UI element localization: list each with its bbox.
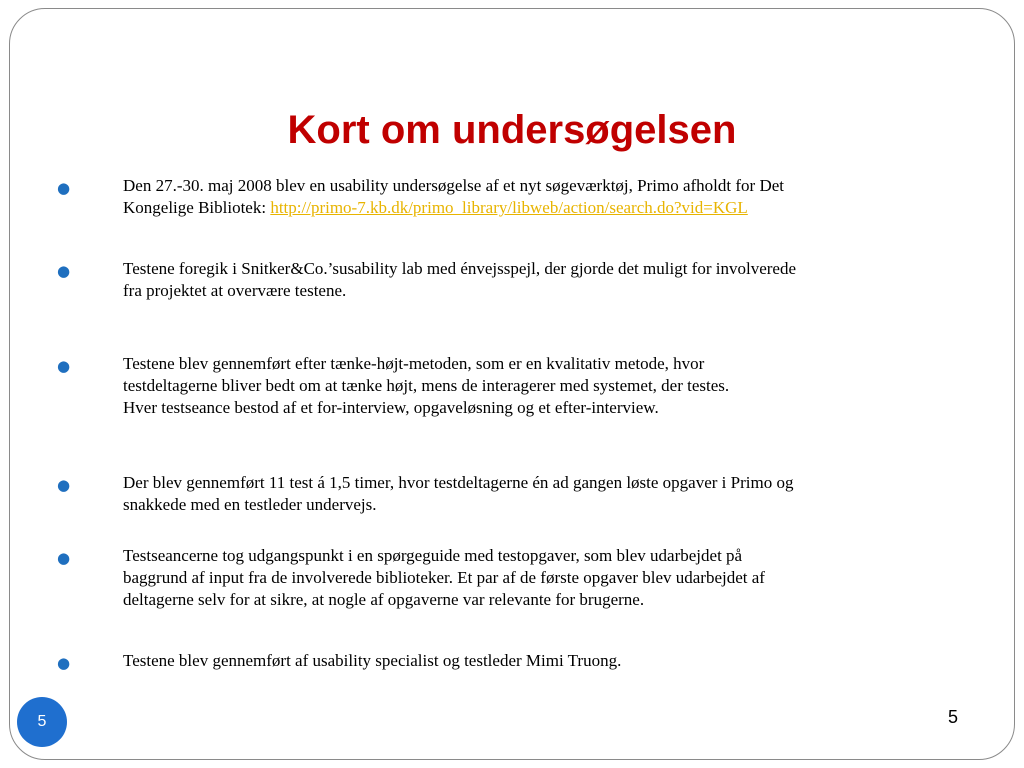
slide-number-badge: 5: [17, 697, 67, 747]
bullet-dot-icon: ●: [57, 262, 71, 280]
bullet-dot-icon: ●: [57, 357, 71, 375]
bullet-line: Der blev gennemført 11 test á 1,5 timer, hvor testdeltagerne én ad gangen løste opgaver i Primo og: [123, 473, 794, 492]
bullet-item-3: [57, 353, 943, 419]
bullet-line: deltagerne selv for at sikre, at nogle af opgaverne var relevante for brugerne.: [123, 590, 645, 609]
primo-link[interactable]: http://primo-7.kb.dk/primo_library/libweb/action/search.do?vid=KGL: [270, 198, 748, 217]
bullet-item-4: [57, 472, 943, 516]
bullet-item-2: [57, 258, 943, 302]
bullet-line: Testseancerne tog udgangspunkt i en spørgeguide med testopgaver, som blev udarbejdet på: [123, 546, 743, 565]
bullet-dot-icon: ●: [57, 549, 71, 567]
slide-title: Kort om undersøgelsen: [287, 108, 737, 152]
bullet-line: baggrund af input fra de involverede biblioteker. Et par af de første opgaver blev udarbejdet af: [123, 568, 765, 587]
bullet-line: Testene blev gennemført efter tænke-højt-metoden, som er en kvalitativ metode, hvor: [123, 354, 705, 373]
bullet-dot-icon: ●: [57, 476, 71, 494]
bullet-line: Testene blev gennemført af usability specialist og testleder Mimi Truong.: [123, 651, 622, 670]
bullet-line: [123, 197, 943, 219]
bullet-line: fra projektet at overvære testene.: [123, 281, 347, 300]
bullet-line: testdeltagerne bliver bedt om at tænke højt, mens de interagerer med systemet, der testes.: [123, 376, 730, 395]
bullet-dot-icon: ●: [57, 654, 71, 672]
bullet-text: Kongelige Bibliotek:: [123, 198, 271, 217]
slide-number: 5: [948, 707, 959, 727]
bullet-line: snakkede med en testleder undervejs.: [123, 495, 377, 514]
bullet-line: Hver testseance bestod af et for-interview, opgaveløsning og et efter-interview.: [123, 398, 659, 417]
bullet-line: Den 27.-30. maj 2008 blev en usability undersøgelse af et nyt søgeværktøj, Primo afholdt for Det: [123, 176, 784, 195]
bullet-dot-icon: ●: [57, 179, 71, 197]
bullet-item-5: [57, 545, 943, 611]
bullet-line: Testene foregik i Snitker&Co.’susability lab med énvejsspejl, der gjorde det muligt for involverede: [123, 259, 796, 278]
bullet-item-6: [57, 650, 943, 672]
bullet-item-1: [57, 175, 943, 219]
